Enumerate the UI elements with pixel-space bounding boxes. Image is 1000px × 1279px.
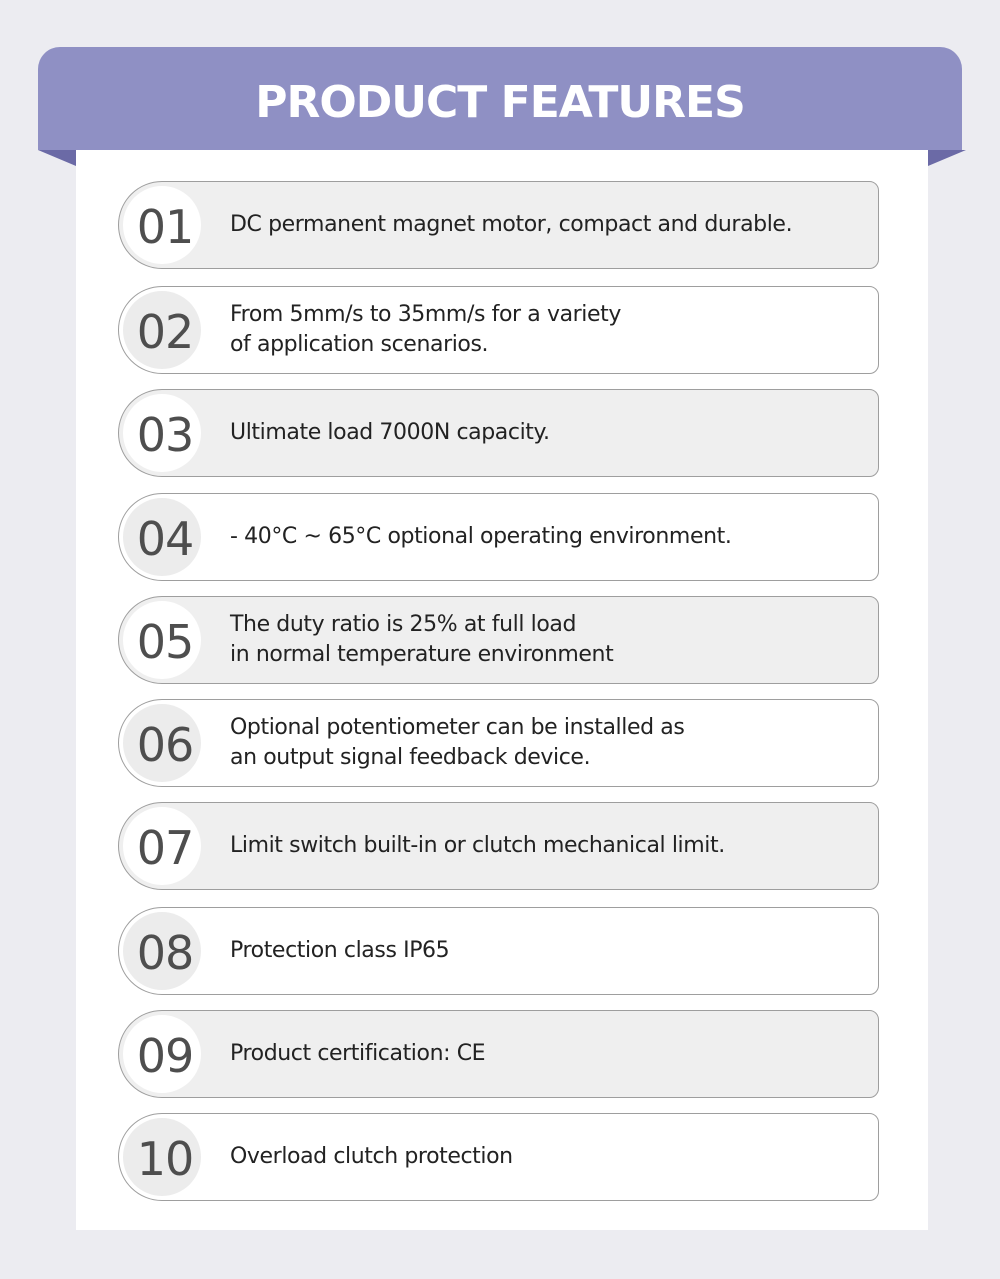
- feature-number-badge: [123, 498, 201, 576]
- feature-item-03: [118, 389, 879, 477]
- feature-number-badge: [123, 186, 201, 264]
- feature-number: 06: [136, 718, 194, 772]
- feature-number: 10: [136, 1132, 194, 1186]
- feature-item-08: [118, 907, 879, 995]
- feature-number: 08: [136, 926, 194, 980]
- feature-text-line: Optional potentiometer can be installed as: [230, 715, 685, 740]
- feature-text: [230, 390, 858, 476]
- feature-text-line: DC permanent magnet motor, compact and durable.: [230, 212, 793, 237]
- feature-item-06: [118, 699, 879, 787]
- feature-number-badge: [123, 807, 201, 885]
- banner-fold-left: [38, 150, 76, 166]
- feature-item-07: [118, 802, 879, 890]
- feature-text-line: - 40°C ~ 65°C optional operating environment.: [230, 524, 732, 549]
- feature-number: 07: [136, 821, 194, 875]
- feature-text-line: Ultimate load 7000N capacity.: [230, 420, 550, 445]
- feature-item-09: [118, 1010, 879, 1098]
- feature-item-04: [118, 493, 879, 581]
- feature-text: [230, 908, 858, 994]
- feature-number-badge: [123, 601, 201, 679]
- feature-number: 09: [136, 1029, 194, 1083]
- feature-text-line: Overload clutch protection: [230, 1144, 513, 1169]
- feature-number: 04: [136, 512, 194, 566]
- page-title: PRODUCT FEATURES: [255, 77, 745, 128]
- feature-text: [230, 287, 858, 373]
- feature-number-badge: [123, 912, 201, 990]
- feature-number-badge: [123, 1118, 201, 1196]
- feature-text: [230, 182, 858, 268]
- feature-text-line: The duty ratio is 25% at full load: [230, 612, 577, 637]
- header-banner: [38, 47, 962, 150]
- feature-number-badge: [123, 1015, 201, 1093]
- feature-item-05: [118, 596, 879, 684]
- feature-text: [230, 597, 858, 683]
- feature-number-badge: [123, 394, 201, 472]
- feature-number: 02: [136, 305, 194, 359]
- feature-text-line: of application scenarios.: [230, 332, 489, 357]
- feature-item-10: [118, 1113, 879, 1201]
- feature-text-line: in normal temperature environment: [230, 642, 614, 667]
- feature-text-line: an output signal feedback device.: [230, 745, 591, 770]
- feature-item-01: [118, 181, 879, 269]
- feature-number-badge: [123, 704, 201, 782]
- feature-text: [230, 1114, 858, 1200]
- feature-text-line: Protection class IP65: [230, 938, 450, 963]
- feature-text: [230, 494, 858, 580]
- feature-text-line: Limit switch built-in or clutch mechanical limit.: [230, 833, 725, 858]
- feature-text-line: Product certification: CE: [230, 1041, 486, 1066]
- feature-number: 01: [136, 200, 194, 254]
- feature-number: 03: [136, 408, 194, 462]
- feature-number: 05: [136, 615, 194, 669]
- feature-number-badge: [123, 291, 201, 369]
- feature-text: [230, 1011, 858, 1097]
- feature-item-02: [118, 286, 879, 374]
- banner-fold-right: [928, 150, 966, 166]
- feature-text-line: From 5mm/s to 35mm/s for a variety: [230, 302, 621, 327]
- feature-text: [230, 803, 858, 889]
- feature-text: [230, 700, 858, 786]
